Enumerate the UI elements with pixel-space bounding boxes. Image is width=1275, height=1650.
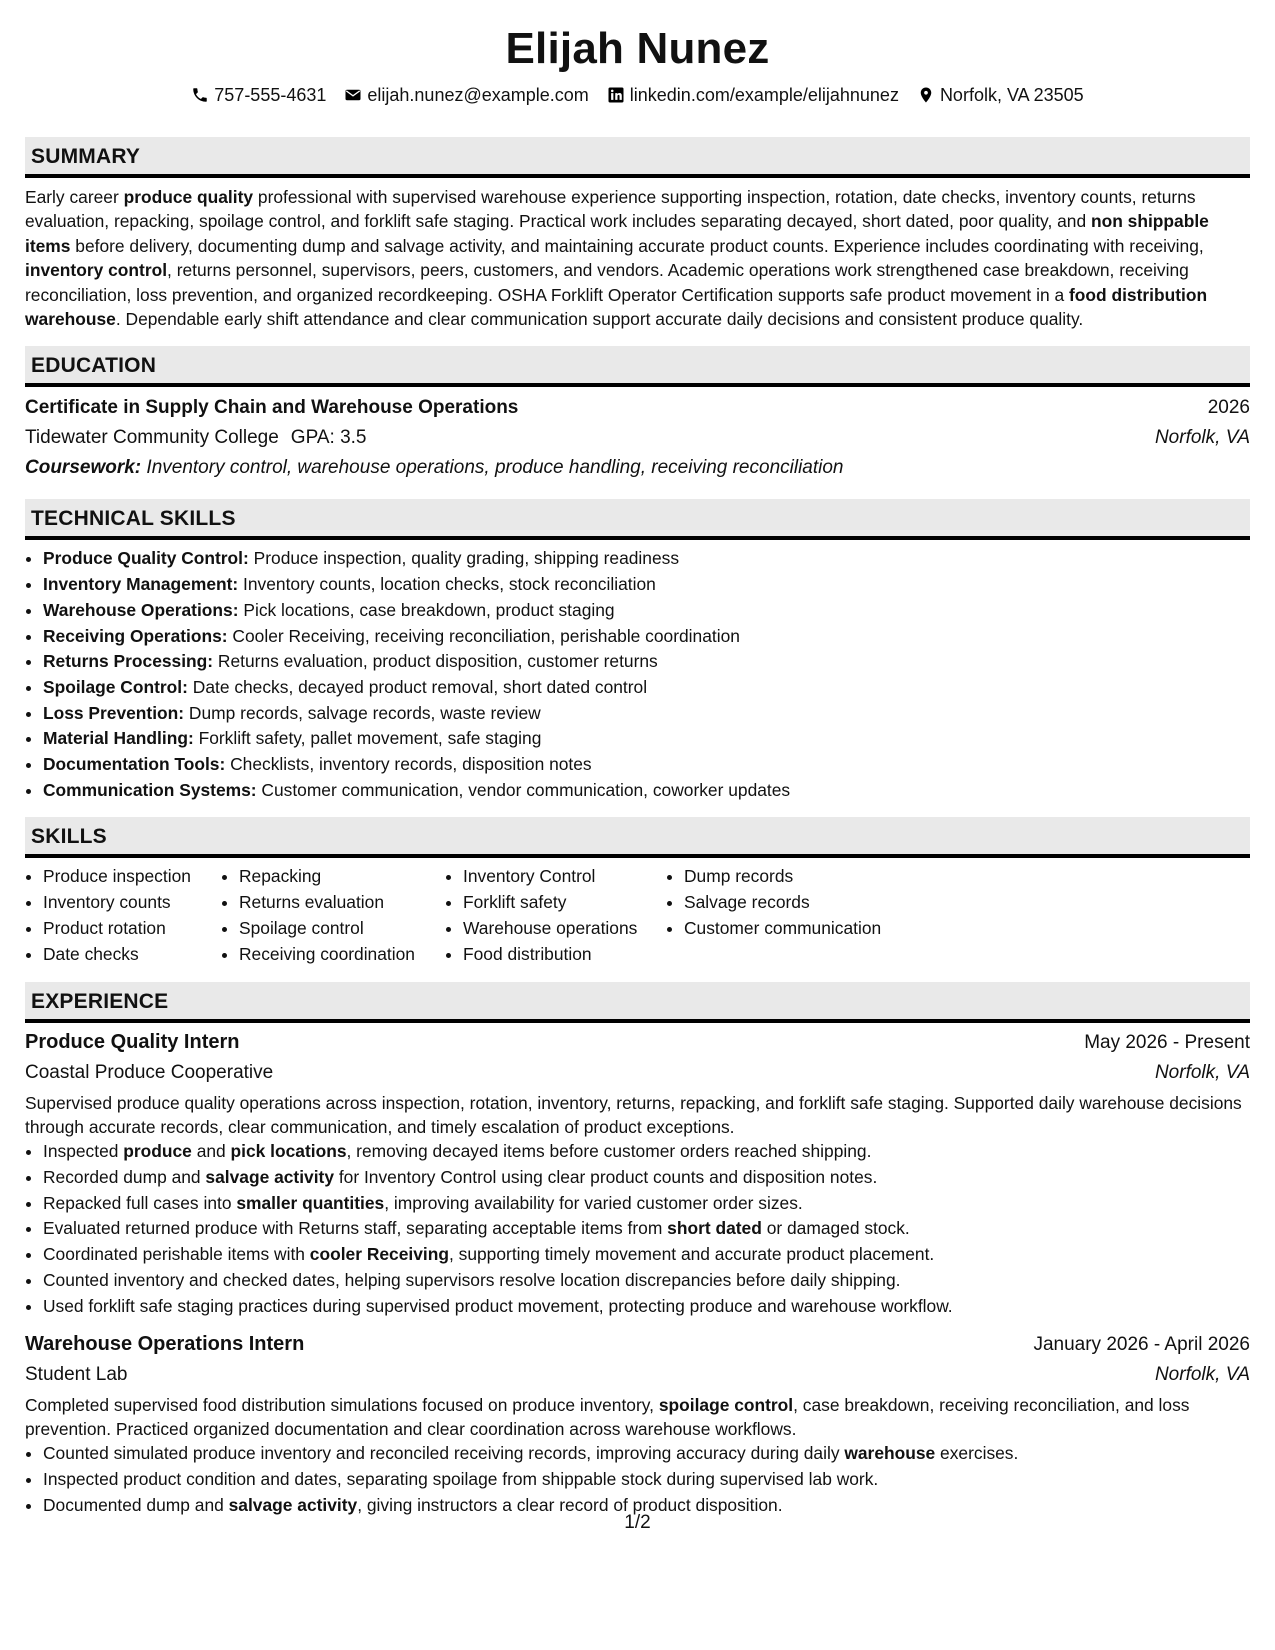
list-item: • Inspected produce and pick locations, removing decayed items before customer orders reached shipping.: [43, 1139, 1250, 1165]
job-title-row: [25, 1027, 1250, 1058]
degree-title: Certificate in Supply Chain and Warehouse Operations: [25, 397, 519, 419]
list-item: • Used forklift safe staging practices during supervised product movement, protecting produce and warehouse workflow.: [43, 1294, 1250, 1320]
section-header-summary: SUMMARY: [25, 137, 1250, 178]
job-dates: January 2026 - April 2026: [1033, 1334, 1250, 1356]
list-item: • Product rotation: [43, 916, 221, 942]
list-item: • Inventory counts: [43, 890, 221, 916]
job-company-row: [25, 1058, 1250, 1088]
list-item: • Spoilage control: [239, 916, 445, 942]
job-title: Warehouse Operations Intern: [25, 1333, 305, 1356]
coursework-label: Coursework:: [25, 457, 142, 479]
summary-paragraph: Early career produce quality professional with supervised warehouse experience supporting inspection, rotation, date checks, inventory counts, returns evaluation, repacking, spoilage control, and forklift safe staging. Practical work includes separating decayed, short dated, poor quality, and non shippable items before delivery, documenting dump and salvage activity, and maintaining accurate product counts. Experience includes coordinating with receiving, inventory control, returns personnel, supervisors, peers, customers, and vendors. Academic operations work strengthened case breakdown, receiving reconciliation, loss prevention, and organized recordkeeping. OSHA Forklift Operator Certification supports safe product movement in a food distribution warehouse. Dependable early shift attendance and clear communication support accurate daily decisions and consistent produce quality.: [25, 187, 1209, 330]
job-title-row: [25, 1329, 1250, 1360]
list-item: • Returns Processing: Returns evaluation, product disposition, customer returns: [43, 649, 1250, 675]
list-item: • Warehouse Operations: Pick locations, case breakdown, product staging: [43, 598, 1250, 624]
list-item: • Documented dump and salvage activity, giving instructors a clear record of product disposition.: [43, 1493, 1250, 1519]
coursework-line: [25, 453, 1250, 483]
school-location: Norfolk, VA: [1154, 427, 1250, 449]
education-title-row: [25, 393, 1250, 423]
section-header-skills: SKILLS: [25, 817, 1250, 858]
section-header-experience: EXPERIENCE: [25, 982, 1250, 1023]
list-item: • Repacked full cases into smaller quantities, improving availability for varied customer order sizes.: [43, 1191, 1250, 1217]
list-item: • Salvage records: [684, 890, 944, 916]
education-school-row: [25, 423, 1250, 453]
school-info: [25, 423, 366, 453]
contact-bar: [25, 82, 1250, 108]
list-item: • Inventory Control: [463, 864, 666, 890]
skills-column: [25, 864, 221, 967]
list-item: • Counted inventory and checked dates, helping supervisors resolve location discrepancies before daily shipping.: [43, 1268, 1250, 1294]
skills-grid: [25, 864, 1250, 967]
list-item: • Receiving Operations: Cooler Receiving, receiving reconciliation, perishable coordination: [43, 624, 1250, 650]
resume-content: [25, 0, 1250, 1518]
job-title: Produce Quality Intern: [25, 1031, 240, 1054]
contact-email[interactable]: [344, 82, 588, 108]
list-item: • Returns evaluation: [239, 890, 445, 916]
gpa: GPA: 3.5: [290, 427, 367, 449]
job-company: Coastal Produce Cooperative: [25, 1062, 274, 1084]
list-item: • Inspected product condition and dates, separating spoilage from shippable stock during supervised lab work.: [43, 1467, 1250, 1493]
email-text: elijah.nunez@example.com: [367, 85, 589, 105]
location-text: Norfolk, VA 23505: [939, 85, 1084, 105]
list-item: • Spoilage Control: Date checks, decayed product removal, short dated control: [43, 675, 1250, 701]
list-item: • Produce inspection: [43, 864, 221, 890]
job-location: Norfolk, VA: [1154, 1364, 1250, 1386]
phone-text: 757-555-4631: [214, 85, 327, 105]
list-item: • Repacking: [239, 864, 445, 890]
list-item: • Customer communication: [684, 916, 944, 942]
skills-column: [445, 864, 666, 967]
list-item: • Coordinated perishable items with cooler Receiving, supporting timely movement and accurate product placement.: [43, 1242, 1250, 1268]
job-dates: May 2026 - Present: [1084, 1032, 1250, 1054]
envelope-icon: [344, 86, 362, 104]
list-item: • Date checks: [43, 942, 221, 968]
list-item: • Inventory Management: Inventory counts, location checks, stock reconciliation: [43, 572, 1250, 598]
coursework-text: Inventory control, warehouse operations, produce handling, receiving reconciliation: [141, 457, 844, 479]
linkedin-text: linkedin.com/example/elijahnunez: [629, 85, 899, 105]
skills-column: [666, 864, 944, 967]
page-number: 1/2: [624, 1512, 651, 1533]
list-item: • Receiving coordination: [239, 942, 445, 968]
map-pin-icon: [917, 86, 935, 104]
linkedin-icon: [607, 86, 625, 104]
contact-linkedin[interactable]: [607, 82, 899, 108]
job-company-row: [25, 1360, 1250, 1390]
list-item: • Evaluated returned produce with Returns staff, separating acceptable items from short dated or damaged stock.: [43, 1216, 1250, 1242]
list-item: • Material Handling: Forklift safety, pallet movement, safe staging: [43, 726, 1250, 752]
section-header-education: EDUCATION: [25, 346, 1250, 387]
list-item: • Loss Prevention: Dump records, salvage records, waste review: [43, 701, 1250, 727]
list-item: • Produce Quality Control: Produce inspection, quality grading, shipping readiness: [43, 546, 1250, 572]
job-bullets: [25, 1441, 1250, 1518]
phone-icon: [191, 86, 209, 104]
job-description: Completed supervised food distribution simulations focused on produce inventory, spoilage control, case breakdown, receiving reconciliation, and loss prevention. Practiced organized documentation and clear coordination across warehouse workflows.: [25, 1395, 1190, 1440]
graduation-year: 2026: [1207, 397, 1250, 419]
section-header-technical-skills: TECHNICAL SKILLS: [25, 499, 1250, 540]
list-item: • Dump records: [684, 864, 944, 890]
list-item: • Documentation Tools: Checklists, inventory records, disposition notes: [43, 752, 1250, 778]
job-description: Supervised produce quality operations across inspection, rotation, inventory, returns, repacking, and forklift safe staging. Supported daily warehouse decisions through accurate records, clear communication, and timely escalation of product exceptions.: [25, 1093, 1242, 1138]
technical-skills-list: [25, 546, 1250, 803]
school-name: Tidewater Community College: [25, 427, 279, 449]
skills-column: [221, 864, 445, 967]
list-item: • Warehouse operations: [463, 916, 666, 942]
contact-phone: [191, 82, 326, 108]
job-bullets: [25, 1139, 1250, 1319]
list-item: • Forklift safety: [463, 890, 666, 916]
list-item: • Food distribution: [463, 942, 666, 968]
contact-location: [917, 82, 1084, 108]
job-company: Student Lab: [25, 1364, 128, 1386]
list-item: • Counted simulated produce inventory and reconciled receiving records, improving accuracy during daily warehouse exercises.: [43, 1441, 1250, 1467]
job-location: Norfolk, VA: [1154, 1062, 1250, 1084]
candidate-name: Elijah Nunez: [505, 24, 770, 73]
list-item: • Recorded dump and salvage activity for Inventory Control using clear product counts and disposition notes.: [43, 1165, 1250, 1191]
list-item: • Communication Systems: Customer communication, vendor communication, coworker updates: [43, 778, 1250, 804]
